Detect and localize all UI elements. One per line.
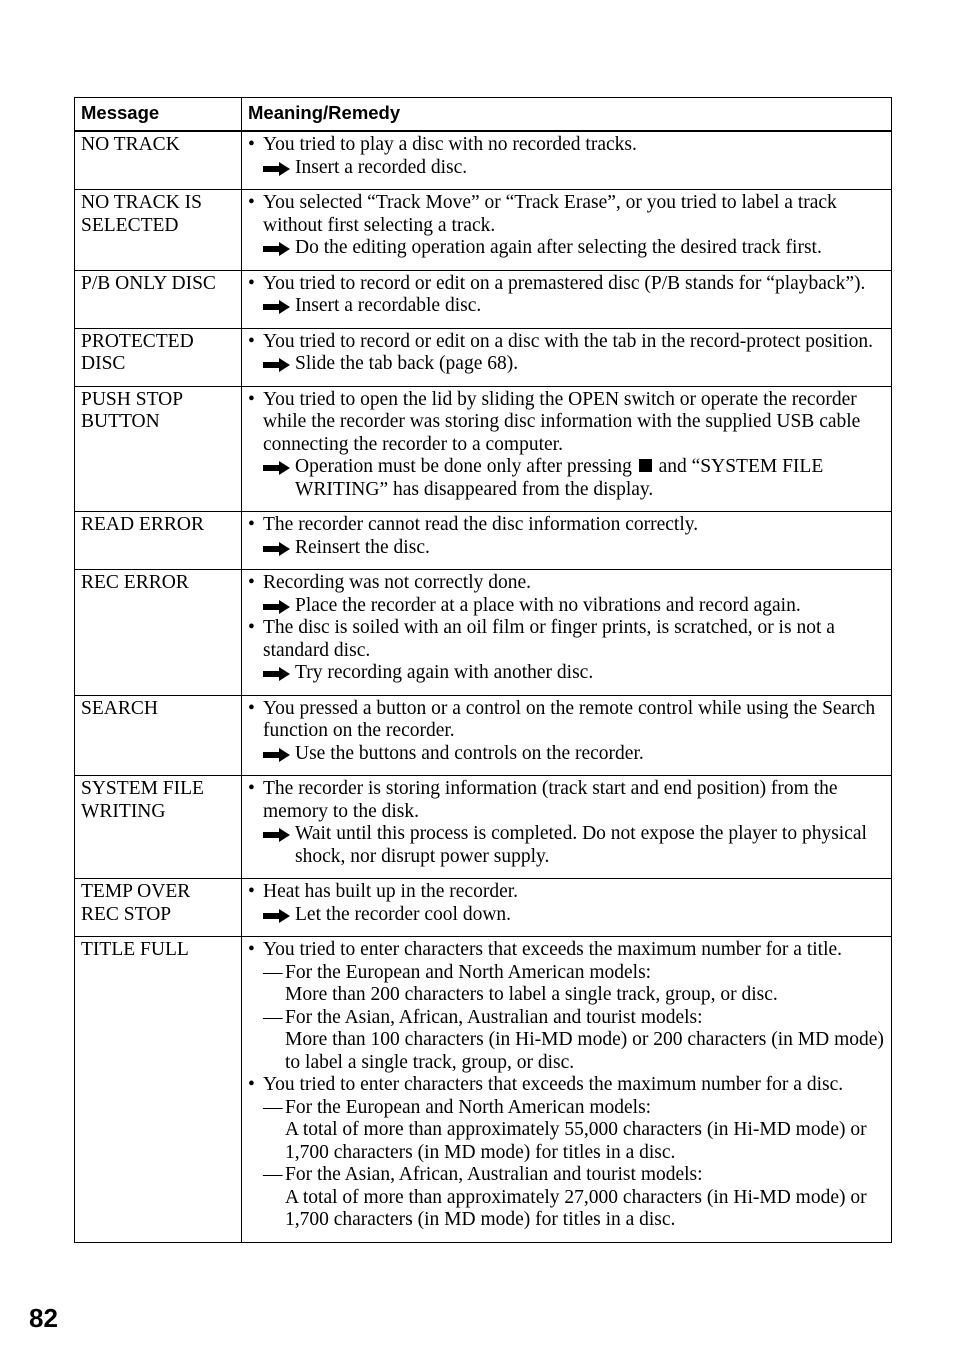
message-cell: SEARCH [75,695,242,776]
em-dash: — [263,1164,283,1185]
model-detail: More than 100 characters (in Hi-MD mode) or 200 characters (in MD mode) to label a single track, group, or disc. [285,1029,884,1073]
message-cell: NO TRACK IS SELECTED [75,190,242,271]
meaning-cell [242,695,892,776]
remedy-text: Reinsert the disc. [295,536,430,558]
arrow-right-icon [263,242,290,256]
bullet-text: The recorder cannot read the disc information correctly. [263,514,699,535]
meaning-cell [242,776,892,879]
remedy-item [248,295,887,318]
meaning-cell [242,131,892,190]
remedy-text: Wait until this process is completed. Do not expose the player to physical shock, nor disrupt power supply. [295,823,867,867]
remedy-text: Use the buttons and controls on the recorder. [295,742,644,764]
arrow-right-icon [263,542,290,556]
bullet-text: You selected “Track Move” or “Track Erase”, or you tried to label a track without first selecting a track. [263,192,837,236]
arrow-right-icon [263,828,290,842]
arrow-right-icon [263,909,290,923]
bullet-text: You tried to enter characters that exceeds the maximum number for a title. [263,939,843,960]
bullet-item [248,331,887,354]
remedy-item [248,662,887,685]
remedy-text: Operation must be done only after pressing [295,456,632,477]
bullet-text: You tried to record or edit on a disc with the tab in the record-protect position. [263,330,873,352]
remedy-item [248,823,887,868]
stop-button-icon [639,459,652,472]
table-row [75,695,892,776]
remedy-text-continued: and “SYSTEM FILE WRITING” has disappeared from the display. [295,456,824,500]
bullet-text: The disc is soiled with an oil film or finger prints, is scratched, or is not a standard disc. [263,617,835,661]
remedy-item [248,904,887,927]
arrow-right-icon [263,600,290,614]
bullet-item [248,273,887,296]
bullet-item [248,881,887,904]
arrow-right-icon [263,667,290,681]
model-heading [248,962,887,985]
remedy-item [248,353,887,376]
meaning-column-header: Meaning/Remedy [242,98,892,132]
message-cell: REC ERROR [75,570,242,696]
bullet-text: You tried to enter characters that exceeds the maximum number for a disc. [263,1074,844,1095]
em-dash: — [263,1006,283,1028]
bullet-text: You tried to open the lid by sliding the OPEN switch or operate the recorder while the recorder was storing disc information with the supplied USB cable connecting the recorder to a computer. [263,388,861,455]
remedy-item [248,237,887,260]
model-heading [248,1164,887,1187]
bullet-item [248,939,887,962]
table-header-row [75,98,892,132]
model-detail: A total of more than approximately 27,000 characters (in Hi-MD mode) or 1,700 characters (in MD mode) for titles in a disc. [285,1186,867,1230]
bullet-text: Heat has built up in the recorder. [263,881,519,902]
meaning-cell [242,937,892,1243]
table-row [75,512,892,570]
em-dash: — [263,1096,283,1118]
model-heading [248,1097,887,1120]
model-detail: More than 200 characters to label a single track, group, or disc. [285,984,778,1005]
remedy-item [248,456,887,501]
bullet-item [248,389,887,457]
table-row [75,879,892,937]
model-heading [248,1007,887,1030]
remedy-text: Try recording again with another disc. [295,662,594,683]
meaning-cell [242,570,892,696]
arrow-right-icon [263,748,290,762]
remedy-text: Insert a recordable disc. [295,295,482,316]
arrow-right-icon [263,358,290,372]
model-heading-text: For the Asian, African, Australian and tourist models: [285,1006,703,1028]
remedy-text: Slide the tab back (page 68). [295,353,519,374]
bullet-item [248,1074,887,1097]
arrow-right-icon [263,300,290,314]
model-heading-text: For the Asian, African, Australian and tourist models: [285,1164,703,1185]
meaning-cell [242,879,892,937]
message-cell: PUSH STOP BUTTON [75,386,242,512]
remedy-text: Place the recorder at a place with no vibrations and record again. [295,594,801,616]
bullet-item [248,514,887,537]
bullet-item [248,572,887,595]
message-cell: READ ERROR [75,512,242,570]
page-number: 82 [29,1303,58,1333]
message-cell: NO TRACK [75,131,242,190]
bullet-text: Recording was not correctly done. [263,572,532,593]
bullet-item [248,134,887,157]
model-detail: A total of more than approximately 55,000 characters (in Hi-MD mode) or 1,700 characters (in MD mode) for titles in a disc. [285,1119,867,1163]
table-row [75,190,892,271]
model-heading-text: For the European and North American models: [285,1096,652,1118]
meaning-cell [242,190,892,271]
message-cell: TEMP OVER REC STOP [75,879,242,937]
remedy-item [248,743,887,766]
bullet-item [248,192,887,237]
bullet-item [248,617,887,662]
table-body [75,131,892,1242]
remedy-item [248,157,887,180]
table-row [75,570,892,696]
em-dash: — [263,961,283,983]
message-cell: TITLE FULL [75,937,242,1243]
table-row [75,328,892,386]
bullet-item [248,778,887,823]
meaning-cell [242,512,892,570]
bullet-text: You tried to play a disc with no recorded tracks. [263,134,637,155]
meaning-cell [242,270,892,328]
table-row [75,131,892,190]
bullet-text: You tried to record or edit on a premastered disc (P/B stands for “playback”). [263,272,866,294]
arrow-right-icon [263,461,290,475]
bullet-item [248,698,887,743]
bullet-text: You pressed a button or a control on the remote control while using the Search function on the recorder. [263,697,876,741]
meaning-cell [242,328,892,386]
remedy-text: Do the editing operation again after selecting the desired track first. [295,237,822,258]
table-row [75,270,892,328]
table-row [75,937,892,1243]
arrow-right-icon [263,162,290,176]
message-cell: SYSTEM FILE WRITING [75,776,242,879]
remedy-text: Insert a recorded disc. [295,156,468,178]
bullet-text: The recorder is storing information (track start and end position) from the memory to the disk. [263,778,838,822]
remedy-text: Let the recorder cool down. [295,903,512,925]
meaning-cell [242,386,892,512]
remedy-item [248,537,887,560]
message-cell: PROTECTED DISC [75,328,242,386]
remedy-item [248,595,887,618]
message-column-header: Message [75,98,242,132]
table-row [75,776,892,879]
message-table [74,97,892,1243]
table-row [75,386,892,512]
message-cell: P/B ONLY DISC [75,270,242,328]
model-heading-text: For the European and North American models: [285,961,652,983]
